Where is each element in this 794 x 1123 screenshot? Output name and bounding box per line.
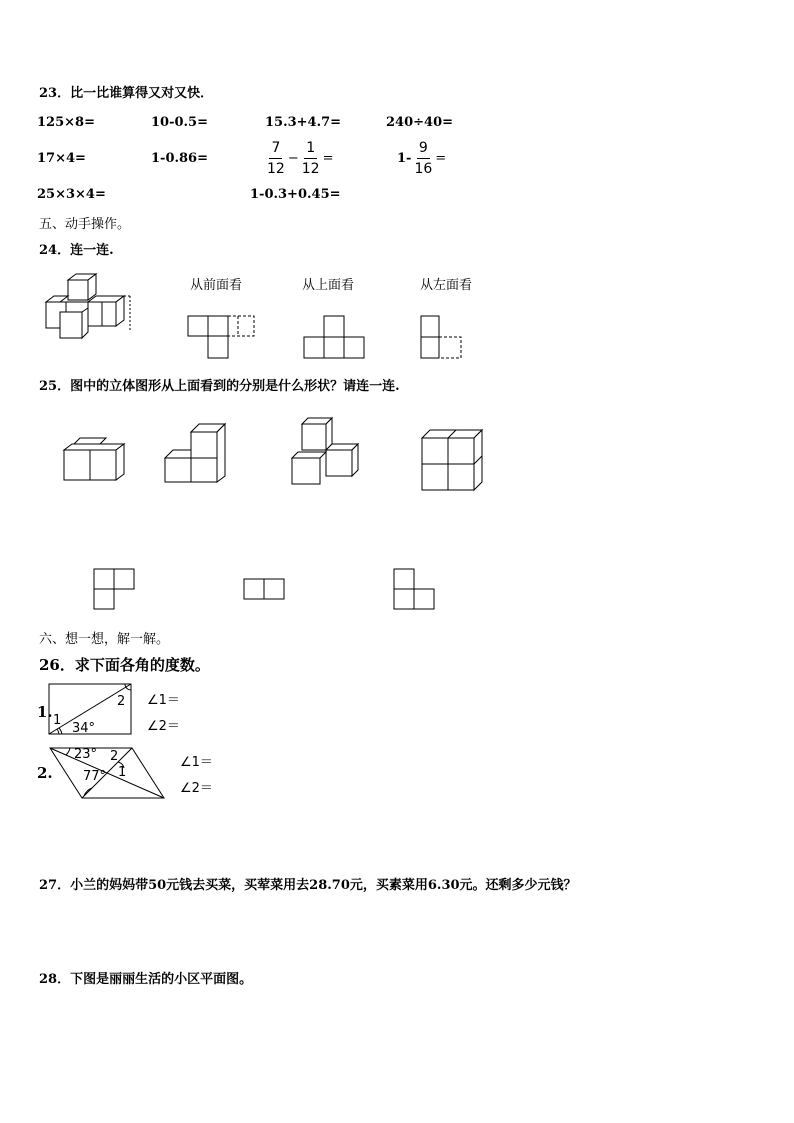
section-5-heading: 五、动手操作。 — [39, 217, 131, 232]
frac1-denominator: 12 — [267, 161, 285, 177]
calc-fraction-subtraction — [264, 139, 333, 178]
view-label-left: 从左面看 — [420, 278, 473, 293]
calc-1-0.86: 1-0.86= — [151, 151, 208, 166]
fraction-9-16 — [414, 139, 432, 178]
angle-1-mark: 1 — [53, 713, 62, 728]
q27-text: 27．小兰的妈妈带50元钱去买菜，买荤菜用去28.70元，买素菜用6.30元。还剩多少元钱？ — [39, 878, 577, 893]
q26-p2-answer-2: ∠2＝ — [180, 781, 213, 796]
view-label-front: 从前面看 — [190, 278, 243, 293]
angle-2-mark-p2: 2 — [110, 749, 119, 764]
q26-p1-answer-1: ∠1＝ — [147, 693, 180, 708]
q24-title: 24．连一连. — [39, 243, 114, 258]
calc-10-0.5: 10-0.5= — [151, 115, 208, 130]
equals-sign-2: = — [435, 151, 447, 166]
view-label-top: 从上面看 — [302, 278, 355, 293]
q24-solid-figure — [40, 272, 140, 342]
front-view-shape — [188, 316, 258, 360]
q28-text: 28．下图是丽丽生活的小区平面图。 — [39, 972, 253, 987]
fraction-1-12 — [302, 139, 320, 178]
q25-solid-d — [422, 430, 484, 492]
angle-77-label: 77° — [83, 769, 107, 784]
q25-title: 25．图中的立体图形从上面看到的分别是什么形状？请连一连. — [39, 379, 400, 394]
equals-sign: = — [322, 151, 334, 166]
frac3-numerator: 9 — [417, 139, 430, 159]
left-view-shape — [421, 316, 465, 360]
section-6-heading: 六、想一想，解一解。 — [39, 632, 170, 647]
calc-25x3x4: 25×3×4= — [37, 187, 106, 202]
angle-23-label: 23° — [74, 747, 98, 762]
q26-part1-label: 1. — [37, 703, 53, 721]
calc-1-0.3+0.45: 1-0.3+0.45= — [250, 187, 341, 202]
frac2-numerator: 1 — [304, 139, 317, 159]
q25-topview-corner-shape — [394, 569, 438, 611]
q25-topview-two-squares — [244, 579, 288, 601]
top-view-shape — [304, 316, 368, 360]
q25-solid-b — [165, 422, 229, 484]
q25-solid-a — [64, 436, 134, 482]
angle-1-mark-p2: 1 — [118, 765, 127, 780]
frac2-denominator: 12 — [301, 161, 320, 177]
angle-34-label: 34° — [72, 721, 96, 736]
q25-topview-l-shape — [94, 569, 138, 611]
calc-125x8: 125×8= — [37, 115, 95, 130]
q23-title: 23．比一比谁算得又对又快． — [39, 86, 214, 101]
q26-title: 26．求下面各角的度数。 — [39, 656, 210, 674]
q26-p1-answer-2: ∠2＝ — [147, 719, 180, 734]
calc-1-minus-fraction — [397, 139, 446, 178]
q25-solid-c — [292, 418, 362, 486]
calc-17x4: 17×4= — [37, 151, 86, 166]
frac1-numerator: 7 — [269, 139, 282, 159]
q26-part2-label: 2. — [37, 764, 53, 782]
frac3-denominator: 16 — [414, 161, 433, 177]
one-minus: 1- — [397, 151, 412, 166]
calc-15.3+4.7: 15.3+4.7= — [265, 115, 342, 130]
minus-sign: − — [287, 151, 299, 166]
fraction-7-12 — [267, 139, 285, 178]
calc-240div40: 240÷40= — [386, 115, 454, 130]
q26-parallelogram-figure — [48, 746, 168, 802]
q26-p2-answer-1: ∠1＝ — [180, 755, 213, 770]
angle-2-mark: 2 — [117, 694, 126, 709]
